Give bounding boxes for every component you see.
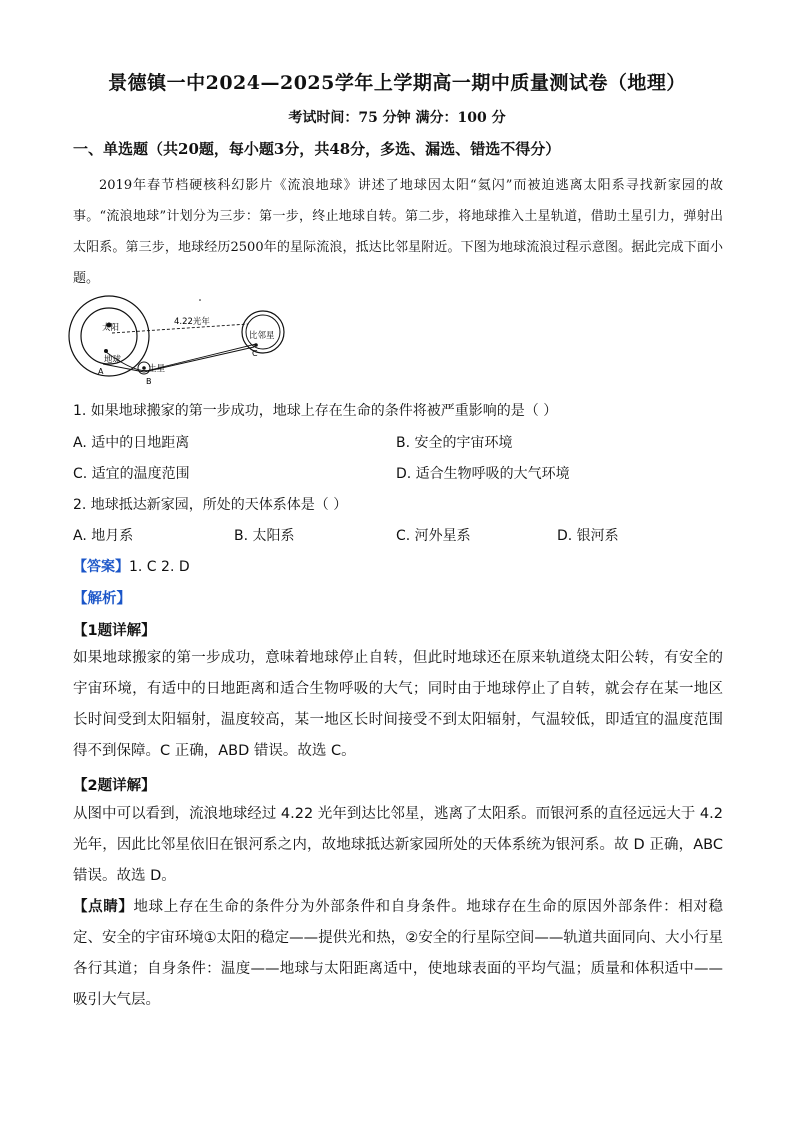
question-1-stem: 1. 如果地球搬家的第一步成功，地球上存在生命的条件将被严重影响的是（ ） [73, 403, 558, 419]
saturn-dot [142, 366, 146, 370]
exam-info: 考试时间：75 分钟 满分：100 分 [288, 110, 506, 126]
answer-label: 【答案】 [73, 559, 129, 575]
q2-option-c[interactable]: C. 河外星系 [396, 528, 471, 544]
q1-detail-text: 如果地球搬家的第一步成功，意味着地球停止自转，但此时地球还在原来轨道绕太阳公转，有安全的宇宙环境，有适中的日地距离和适合生物呼吸的大气；同时由于地球停止了自转，就会存在某一地区长时间受到太阳辐射，温度较高，某一地区长时间接受不到太阳辐射，气温较低，即适宜的温度范围得不到保障。C 正确，ABD 错误。故选 C。 [73, 650, 723, 759]
page-title: 景德镇一中2024—2025学年上学期高一期中质量测试卷（地理） [108, 72, 686, 94]
q1-option-c[interactable]: C. 适宜的温度范围 [73, 466, 190, 482]
earth-label: 地球 [104, 355, 122, 365]
point-a-label: A [98, 367, 104, 376]
q1-option-d[interactable]: D. 适合生物呼吸的大气环境 [396, 466, 570, 482]
distance-label: 4.22光年 [174, 317, 210, 327]
analysis-label: 【解析】 [73, 591, 131, 607]
section-heading: 一、单选题（共20题，每小题3分，共48分，多选、漏选、错选不得分） [73, 140, 561, 158]
earth-journey-diagram [66, 292, 306, 396]
sun-label: 太阳 [102, 323, 120, 333]
journey-path [103, 347, 254, 372]
proxima-point [254, 343, 258, 347]
q2-option-d[interactable]: D. 银河系 [557, 528, 619, 544]
q1-option-b[interactable]: B. 安全的宇宙环境 [396, 435, 513, 451]
journey-path-2 [106, 344, 256, 371]
q2-detail-heading: 【2题详解】 [73, 778, 156, 794]
dot-mark [199, 299, 201, 301]
answer-text: 1. C 2. D [129, 559, 190, 575]
tip-text: 地球上存在生命的条件分为外部条件和自身条件。地球存在生命的原因外部条件：相对稳定、安全的宇宙环境①太阳的稳定——提供光和热，②安全的行星际空间——轨道共面同向、大小行星各行其道；自身条件：温度——地球与太阳距离适中，使地球表面的平均气温；质量和体积适中——吸引大气层。 [73, 899, 724, 1008]
q1-option-a[interactable]: A. 适中的日地距离 [73, 435, 190, 451]
q2-option-a[interactable]: A. 地月系 [73, 528, 134, 544]
tip-label: 【点睛】 [73, 899, 134, 915]
reading-passage: 2019年春节档硬核科幻影片《流浪地球》讲述了地球因太阳“氦闪”而被迫逃离太阳系寻找新家园的故事。“流浪地球”计划分为三步：第一步，终止地球自转。第二步，将地球推入土星轨道，借助土星引力，弹射出太阳系。第三步，地球经历2500年的星际流浪，抵达比邻星附近。下图为地球流浪过程示意图。据此完成下面小题。 [73, 178, 723, 286]
point-b-label: B [146, 377, 152, 386]
q1-detail-heading: 【1题详解】 [73, 623, 156, 639]
diagram-svg [66, 292, 306, 392]
q2-option-b[interactable]: B. 太阳系 [234, 528, 295, 544]
question-2-stem: 2. 地球抵达新家园，所处的天体系体是（ ） [73, 497, 348, 513]
q2-detail-text: 从图中可以看到，流浪地球经过 4.22 光年到达比邻星，逃离了太阳系。而银河系的直径远远大于 4.2 光年，因此比邻星依旧在银河系之内，故地球抵达新家园所处的天体系统为银河系。故 D 正确，ABC 错误。故选 D。 [73, 806, 723, 884]
analysis-heading [73, 587, 131, 608]
tip-paragraph [73, 892, 723, 1016]
point-c-label: C [252, 349, 258, 358]
saturn-label: 土星 [148, 364, 166, 374]
proxima-label: 比邻星 [249, 331, 275, 341]
answer-line [73, 556, 190, 576]
